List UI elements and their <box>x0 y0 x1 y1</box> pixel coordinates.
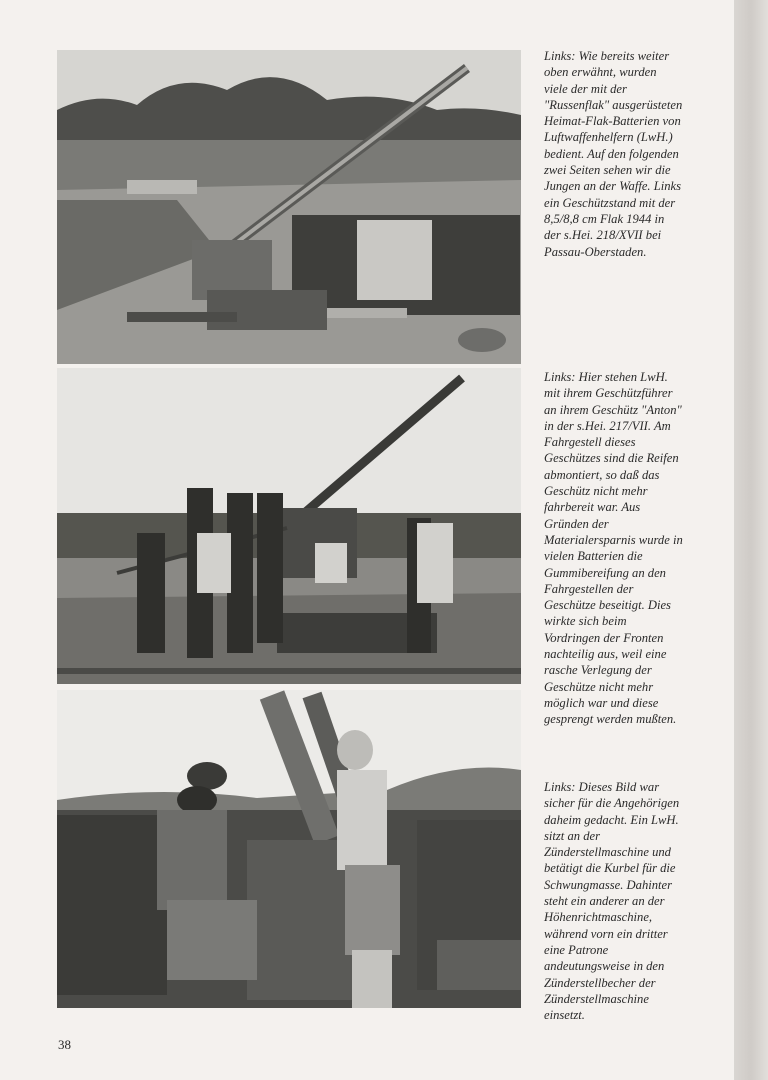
caption-line: Zünderstellbecher der <box>544 975 656 990</box>
caption-line: Passau-Oberstaden. <box>544 244 647 259</box>
photo-fuze-setter <box>57 690 521 1008</box>
caption-line: abmontiert, so daß das <box>544 467 660 482</box>
photo-flak-emplacement <box>57 50 521 364</box>
caption-line: einsetzt. <box>544 1008 585 1023</box>
photo-gun-crew-anton <box>57 368 521 684</box>
caption-line: eine Patrone <box>544 942 609 957</box>
caption-line: Links: Hier stehen LwH. <box>544 370 668 384</box>
caption-line: Links: Dieses Bild war <box>544 780 660 794</box>
caption-line: daheim gedacht. Ein LwH. <box>544 812 679 827</box>
photo-flak-emplacement-image <box>57 50 521 364</box>
caption-line: Luftwaffenhelfern (LwH.) <box>544 130 673 145</box>
caption-line: Zünderstellmaschine <box>544 991 649 1006</box>
caption-photo-3 <box>544 779 712 1023</box>
caption-line: mit ihrem Geschützführer <box>544 386 673 401</box>
caption-line: oben erwähnt, wurden <box>544 65 657 80</box>
caption-photo-1 <box>544 48 712 260</box>
book-gutter <box>734 0 768 1080</box>
photo-fuze-setter-image <box>57 690 521 1008</box>
caption-line: möglich war und diese <box>544 695 659 710</box>
caption-line: vielen Batterien die <box>544 549 643 564</box>
page-number: 38 <box>58 1037 71 1052</box>
caption-line: Vordringen der Fronten <box>544 630 664 645</box>
caption-line: sitzt an der <box>544 828 600 843</box>
caption-line: Geschütze beseitigt. Dies <box>544 598 671 613</box>
caption-line: rasche Verlegung der <box>544 663 652 678</box>
caption-line: wirkte sich beim <box>544 614 627 629</box>
caption-line: während vorn ein dritter <box>544 926 668 941</box>
caption-line: Geschütze nicht mehr <box>544 679 654 694</box>
caption-line: Links: Wie bereits weiter <box>544 49 670 63</box>
caption-line: steht ein anderer an der <box>544 894 665 909</box>
caption-line: nachteilig aus, weil eine <box>544 647 667 662</box>
caption-line: an ihrem Geschütz "Anton" <box>544 402 682 417</box>
caption-photo-2 <box>544 369 712 728</box>
caption-line: Zünderstellmaschine und <box>544 845 671 860</box>
caption-line: bedient. Auf den folgenden <box>544 146 679 161</box>
caption-line: viele der mit der <box>544 81 627 96</box>
caption-line: Gründen der <box>544 516 609 531</box>
caption-line: Heimat-Flak-Batterien von <box>544 114 681 129</box>
caption-line: Materialersparnis wurde in <box>544 532 683 547</box>
caption-line: Fahrgestell dieses <box>544 435 636 450</box>
caption-line: Höhenrichtmaschine, <box>544 910 653 925</box>
caption-line: andeutungsweise in den <box>544 959 665 974</box>
caption-line: betätigt die Kurbel für die <box>544 861 676 876</box>
caption-line: sicher für die Angehörigen <box>544 796 680 811</box>
caption-line: 8,5/8,8 cm Flak 1944 in <box>544 211 665 226</box>
caption-line: zwei Seiten sehen wir die <box>544 163 671 178</box>
caption-line: ein Geschützstand mit der <box>544 195 676 210</box>
caption-line: Geschützes sind die Reifen <box>544 451 679 466</box>
caption-line: Schwungmasse. Dahinter <box>544 877 673 892</box>
photo-gun-crew-anton-image <box>57 368 521 684</box>
caption-line: gesprengt werden mußten. <box>544 712 677 727</box>
caption-line: in der s.Hei. 217/VII. Am <box>544 418 671 433</box>
caption-line: der s.Hei. 218/XVII bei <box>544 228 662 243</box>
caption-line: Gummibereifung an den <box>544 565 666 580</box>
caption-line: Fahrgestellen der <box>544 581 634 596</box>
caption-line: fahrbereit war. Aus <box>544 500 641 515</box>
caption-line: Jungen an der Waffe. Links <box>544 179 681 194</box>
caption-line: Geschütz nicht mehr <box>544 484 648 499</box>
caption-line: "Russenflak" ausgerüsteten <box>544 97 683 112</box>
